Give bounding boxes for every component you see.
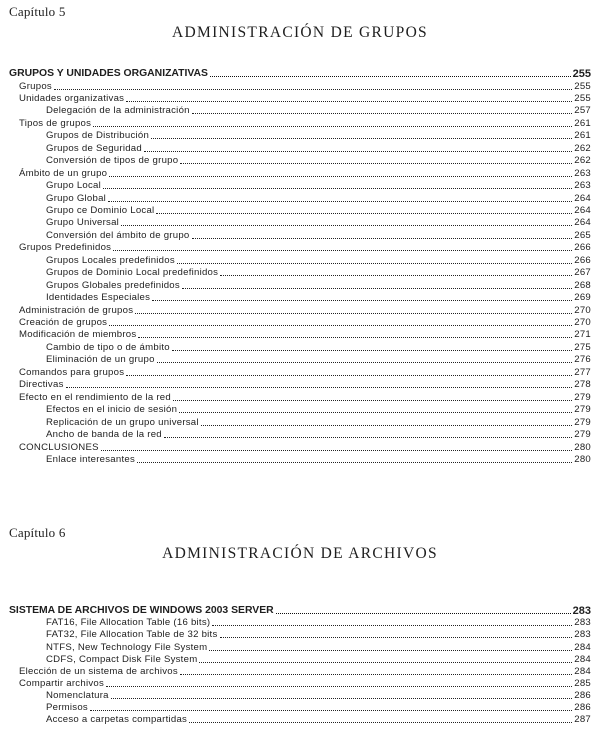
toc-page-number: 284 <box>574 653 591 665</box>
dot-leader <box>172 350 572 351</box>
dot-leader <box>180 163 572 164</box>
toc-page-number: 279 <box>574 429 591 440</box>
toc-page-number: 285 <box>574 677 591 689</box>
toc-page-number: 270 <box>574 317 591 328</box>
toc-entry <box>19 304 591 317</box>
toc-entry <box>46 104 591 117</box>
chapter-6-label: Capítulo 6 <box>9 525 66 540</box>
toc-page-number: 263 <box>574 180 591 192</box>
toc-entry <box>46 641 591 654</box>
chapter-5-label: Capítulo 5 <box>9 4 66 19</box>
dot-leader <box>121 225 572 226</box>
toc-entry-title: Ancho de banda de la red <box>46 429 162 440</box>
dot-leader <box>192 113 572 114</box>
toc-entry-title: Grupos <box>19 80 52 92</box>
dot-leader <box>276 613 571 614</box>
dot-leader <box>135 313 572 314</box>
toc-entry-title: Replicación de un grupo universal <box>46 416 199 428</box>
dot-leader <box>179 412 572 413</box>
dot-leader <box>54 89 572 90</box>
toc-page-number: 279 <box>574 404 591 416</box>
toc-page-number: 283 <box>572 605 591 617</box>
toc-page-number: 267 <box>574 267 591 279</box>
toc-entry-title: Ámbito de un grupo <box>19 167 108 179</box>
toc-page-number: 270 <box>574 304 591 316</box>
toc-section-heading <box>9 604 591 617</box>
toc-entry-title: NTFS, New Technology File System <box>46 641 208 653</box>
toc-page-number: 269 <box>574 292 591 304</box>
toc-entry <box>46 154 591 167</box>
toc-entry-title: Acceso a carpetas compartidas <box>46 714 188 726</box>
toc-entry <box>19 378 591 391</box>
dot-leader <box>138 337 572 338</box>
toc-entry <box>46 291 591 304</box>
toc-entry <box>46 353 591 366</box>
toc-entry-title: Grupos Predefinidos <box>19 242 112 254</box>
toc-page-number: 263 <box>574 167 591 179</box>
toc-page-number: 280 <box>574 441 591 453</box>
toc-entry-title: Efectos en el inicio de sesión <box>46 404 178 416</box>
dot-leader <box>109 176 572 177</box>
toc-page-number: 264 <box>574 217 591 229</box>
dot-leader <box>108 201 572 202</box>
toc-entry <box>19 316 591 329</box>
toc-entry <box>19 677 591 690</box>
chapter-6-title: ADMINISTRACIÓN DE ARCHIVOS <box>162 545 438 562</box>
toc-entry-title: Identidades Especiales <box>46 292 151 304</box>
dot-leader <box>103 188 572 189</box>
dot-leader <box>210 76 571 77</box>
toc-entry-title: Grupo ce Dominio Local <box>46 204 155 216</box>
toc-entry-title: Nomenclatura <box>46 690 109 701</box>
toc-entry-title: Tipos de grupos <box>19 117 92 129</box>
toc-page-number: 283 <box>574 617 591 629</box>
toc-page-number: 277 <box>574 366 591 378</box>
toc-page-number: 262 <box>574 155 591 167</box>
toc-page-number: 262 <box>574 142 591 154</box>
toc-page-number: 255 <box>574 92 591 104</box>
toc-entry-title: Grupos de Dominio Local predefinidos <box>46 267 219 279</box>
dot-leader <box>126 375 572 376</box>
toc-page-number: 255 <box>574 80 591 92</box>
dot-leader <box>151 138 572 139</box>
toc-page-number: 286 <box>574 702 591 714</box>
toc-entry-title: Grupo Local <box>46 180 102 192</box>
dot-leader <box>220 275 572 276</box>
toc-entry <box>19 391 591 404</box>
dot-leader <box>93 126 572 127</box>
toc-entry-title: Delegación de la administración <box>46 105 190 117</box>
toc-entry-title: SISTEMA DE ARCHIVOS DE WINDOWS 2003 SERVER <box>9 605 274 616</box>
toc-entry <box>19 117 591 130</box>
dot-leader <box>101 450 572 451</box>
toc-entry-title: Eliminación de un grupo <box>46 354 155 366</box>
toc-page-number: 265 <box>574 229 591 241</box>
toc-entry <box>46 416 591 429</box>
toc-page-number: 279 <box>574 416 591 428</box>
toc-entry <box>46 229 591 242</box>
toc-entry <box>46 192 591 205</box>
dot-leader <box>220 637 573 638</box>
toc-page-number: 261 <box>574 130 591 142</box>
toc-entry <box>46 713 591 726</box>
dot-leader <box>113 250 572 251</box>
dot-leader <box>144 151 572 152</box>
toc-entry <box>46 428 591 441</box>
toc-entry <box>46 142 591 155</box>
toc-entry-title: Modificación de miembros <box>19 329 137 341</box>
toc-entry <box>19 328 591 341</box>
toc-page-number: 266 <box>574 242 591 254</box>
toc-entry-title: Grupos Globales predefinidos <box>46 279 180 291</box>
toc-entry <box>46 701 591 714</box>
toc-entry-title: Efecto en el rendimiento de la red <box>19 391 171 403</box>
toc-entry <box>19 441 591 454</box>
toc-entry-title: Administración de grupos <box>19 304 134 316</box>
toc-entry <box>46 616 591 629</box>
toc-entry <box>46 341 591 354</box>
toc-entry-title: FAT32, File Allocation Table de 32 bits <box>46 629 218 641</box>
toc-entry <box>46 179 591 192</box>
dot-leader <box>137 462 572 463</box>
toc-entry <box>46 129 591 142</box>
dot-leader <box>156 213 572 214</box>
toc-entry <box>46 689 591 702</box>
toc-page-number: 280 <box>574 453 591 465</box>
toc-page-number: 255 <box>572 68 591 80</box>
toc-entry-title: Permisos <box>46 702 88 714</box>
dot-leader <box>109 325 572 326</box>
toc-entry <box>19 92 591 105</box>
dot-leader <box>111 698 573 699</box>
dot-leader <box>180 674 572 675</box>
dot-leader <box>192 238 573 239</box>
toc-page-number: 275 <box>574 341 591 353</box>
toc-entry-title: Grupos de Distribución <box>46 130 150 142</box>
toc-entry-title: CONCLUSIONES <box>19 441 99 453</box>
toc-page-number: 279 <box>574 391 591 403</box>
dot-leader <box>106 686 572 687</box>
toc-entry-title: FAT16, File Allocation Table (16 bits) <box>46 617 211 629</box>
toc-entry-title: Conversión del ámbito de grupo <box>46 229 190 241</box>
toc-entry <box>46 254 591 267</box>
toc-entry <box>46 653 591 666</box>
dot-leader <box>201 425 572 426</box>
toc-page-number: 276 <box>574 354 591 366</box>
toc-page-number: 271 <box>574 329 591 341</box>
dot-leader <box>90 710 572 711</box>
toc-page-number: 261 <box>574 117 591 129</box>
dot-leader <box>209 650 572 651</box>
toc-entry-title: Grupo Universal <box>46 217 120 229</box>
dot-leader <box>212 625 572 626</box>
toc-entry-title: Comandos para grupos <box>19 366 125 378</box>
toc-entry <box>46 628 591 641</box>
toc-page-number: 286 <box>574 690 591 701</box>
toc-entry <box>46 403 591 416</box>
toc-entry <box>46 216 591 229</box>
toc-entry-title: Cambio de tipo o de ámbito <box>46 341 170 353</box>
dot-leader <box>189 722 572 723</box>
toc-entry <box>46 279 591 292</box>
toc-entry <box>46 204 591 217</box>
toc-page-number: 284 <box>574 665 591 677</box>
dot-leader <box>164 437 572 438</box>
toc-page-number: 264 <box>574 192 591 204</box>
toc-page-number: 287 <box>574 714 591 726</box>
toc-entry-title: GRUPOS Y UNIDADES ORGANIZATIVAS <box>9 68 208 79</box>
toc-page-number: 278 <box>574 379 591 391</box>
toc-entry-title: Compartir archivos <box>19 677 105 689</box>
toc-page-number: 264 <box>574 204 591 216</box>
toc-entry-title: Enlace interesantes <box>46 453 136 465</box>
toc-page-number: 257 <box>574 105 591 117</box>
dot-leader <box>126 101 572 102</box>
toc-entry-title: Directivas <box>19 379 64 391</box>
toc-entry-title: Unidades organizativas <box>19 92 125 104</box>
toc-entry <box>19 366 591 379</box>
toc-entry-title: Grupo Global <box>46 192 107 204</box>
toc-entry-title: Grupos Locales predefinidos <box>46 254 175 266</box>
toc-entry-title: Elección de un sistema de archivos <box>19 665 178 677</box>
toc-entry-title: Creación de grupos <box>19 317 108 328</box>
toc-entry <box>46 453 591 466</box>
dot-leader <box>177 263 572 264</box>
toc-entry-title: CDFS, Compact Disk File System <box>46 653 198 665</box>
chapter-5-title: ADMINISTRACIÓN DE GRUPOS <box>172 24 428 41</box>
dot-leader <box>182 288 572 289</box>
toc-entry <box>19 665 591 678</box>
dot-leader <box>157 362 573 363</box>
dot-leader <box>173 400 572 401</box>
toc-section-heading <box>9 67 591 80</box>
toc-entry-title: Conversión de tipos de grupo <box>46 155 179 167</box>
toc-entry-title: Grupos de Seguridad <box>46 142 142 154</box>
dot-leader <box>199 662 572 663</box>
toc-entry <box>19 167 591 180</box>
dot-leader <box>152 300 572 301</box>
toc-page-number: 283 <box>574 629 591 641</box>
toc-page-number: 284 <box>574 641 591 653</box>
toc-page-number: 266 <box>574 254 591 266</box>
toc-page-number: 268 <box>574 279 591 291</box>
toc-entry <box>19 80 591 93</box>
toc-entry <box>19 241 591 254</box>
dot-leader <box>66 387 573 388</box>
toc-entry <box>46 266 591 279</box>
